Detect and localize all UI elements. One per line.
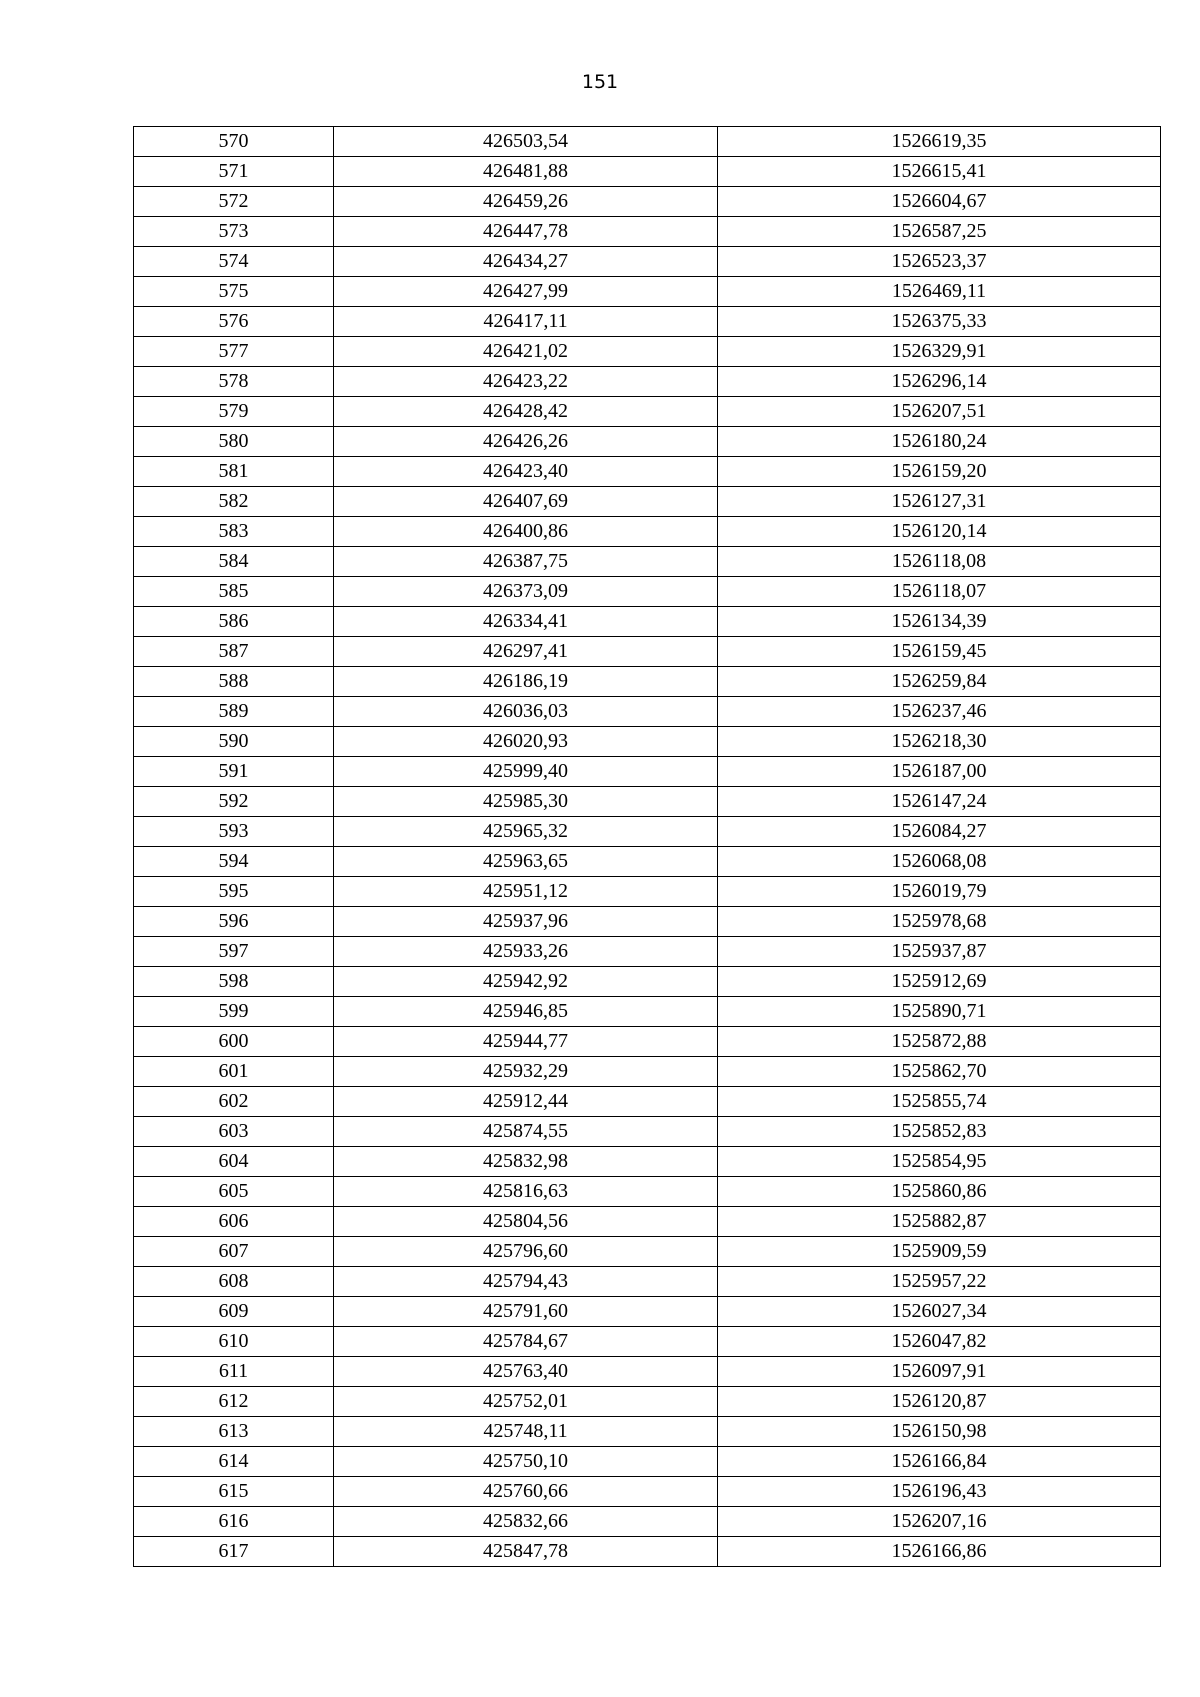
x-coordinate-cell: 426481,88 [334, 157, 718, 187]
point-number-cell: 590 [134, 727, 334, 757]
point-number-cell: 602 [134, 1087, 334, 1117]
x-coordinate-cell: 425750,10 [334, 1447, 718, 1477]
point-number-cell: 600 [134, 1027, 334, 1057]
point-number-cell: 609 [134, 1297, 334, 1327]
x-coordinate-cell: 425942,92 [334, 967, 718, 997]
point-number-cell: 599 [134, 997, 334, 1027]
y-coordinate-cell: 1526615,41 [718, 157, 1161, 187]
y-coordinate-cell: 1525937,87 [718, 937, 1161, 967]
table-row [134, 727, 1161, 757]
point-number-cell: 601 [134, 1057, 334, 1087]
x-coordinate-cell: 425804,56 [334, 1207, 718, 1237]
table-row [134, 1057, 1161, 1087]
point-number-cell: 595 [134, 877, 334, 907]
x-coordinate-cell: 425985,30 [334, 787, 718, 817]
x-coordinate-cell: 426426,26 [334, 427, 718, 457]
y-coordinate-cell: 1526523,37 [718, 247, 1161, 277]
x-coordinate-cell: 425937,96 [334, 907, 718, 937]
coordinates-table-body [134, 127, 1161, 1567]
point-number-cell: 617 [134, 1537, 334, 1567]
table-row [134, 817, 1161, 847]
table-row [134, 667, 1161, 697]
table-row [134, 367, 1161, 397]
x-coordinate-cell: 425791,60 [334, 1297, 718, 1327]
y-coordinate-cell: 1526296,14 [718, 367, 1161, 397]
table-row [134, 517, 1161, 547]
point-number-cell: 573 [134, 217, 334, 247]
table-row [134, 487, 1161, 517]
x-coordinate-cell: 425752,01 [334, 1387, 718, 1417]
x-coordinate-cell: 425832,98 [334, 1147, 718, 1177]
x-coordinate-cell: 426503,54 [334, 127, 718, 157]
y-coordinate-cell: 1526118,07 [718, 577, 1161, 607]
y-coordinate-cell: 1526019,79 [718, 877, 1161, 907]
point-number-cell: 579 [134, 397, 334, 427]
x-coordinate-cell: 426373,09 [334, 577, 718, 607]
x-coordinate-cell: 426447,78 [334, 217, 718, 247]
x-coordinate-cell: 426459,26 [334, 187, 718, 217]
table-row [134, 127, 1161, 157]
y-coordinate-cell: 1525860,86 [718, 1177, 1161, 1207]
x-coordinate-cell: 426428,42 [334, 397, 718, 427]
point-number-cell: 574 [134, 247, 334, 277]
point-number-cell: 586 [134, 607, 334, 637]
point-number-cell: 605 [134, 1177, 334, 1207]
x-coordinate-cell: 426387,75 [334, 547, 718, 577]
y-coordinate-cell: 1525978,68 [718, 907, 1161, 937]
point-number-cell: 611 [134, 1357, 334, 1387]
table-row [134, 877, 1161, 907]
point-number-cell: 572 [134, 187, 334, 217]
point-number-cell: 591 [134, 757, 334, 787]
y-coordinate-cell: 1526150,98 [718, 1417, 1161, 1447]
table-row [134, 247, 1161, 277]
y-coordinate-cell: 1526166,84 [718, 1447, 1161, 1477]
y-coordinate-cell: 1526147,24 [718, 787, 1161, 817]
y-coordinate-cell: 1526134,39 [718, 607, 1161, 637]
table-row [134, 1147, 1161, 1177]
x-coordinate-cell: 425763,40 [334, 1357, 718, 1387]
table-row [134, 217, 1161, 247]
y-coordinate-cell: 1526375,33 [718, 307, 1161, 337]
point-number-cell: 588 [134, 667, 334, 697]
point-number-cell: 575 [134, 277, 334, 307]
y-coordinate-cell: 1525854,95 [718, 1147, 1161, 1177]
y-coordinate-cell: 1526180,24 [718, 427, 1161, 457]
y-coordinate-cell: 1526196,43 [718, 1477, 1161, 1507]
point-number-cell: 577 [134, 337, 334, 367]
table-row [134, 307, 1161, 337]
x-coordinate-cell: 426400,86 [334, 517, 718, 547]
x-coordinate-cell: 425847,78 [334, 1537, 718, 1567]
x-coordinate-cell: 426434,27 [334, 247, 718, 277]
table-row [134, 907, 1161, 937]
x-coordinate-cell: 426186,19 [334, 667, 718, 697]
x-coordinate-cell: 425932,29 [334, 1057, 718, 1087]
x-coordinate-cell: 425933,26 [334, 937, 718, 967]
point-number-cell: 578 [134, 367, 334, 397]
table-row [134, 1387, 1161, 1417]
x-coordinate-cell: 425912,44 [334, 1087, 718, 1117]
x-coordinate-cell: 425748,11 [334, 1417, 718, 1447]
x-coordinate-cell: 426427,99 [334, 277, 718, 307]
table-row [134, 1237, 1161, 1267]
y-coordinate-cell: 1525852,83 [718, 1117, 1161, 1147]
table-row [134, 1177, 1161, 1207]
y-coordinate-cell: 1525872,88 [718, 1027, 1161, 1057]
point-number-cell: 603 [134, 1117, 334, 1147]
x-coordinate-cell: 425874,55 [334, 1117, 718, 1147]
y-coordinate-cell: 1525890,71 [718, 997, 1161, 1027]
y-coordinate-cell: 1526207,16 [718, 1507, 1161, 1537]
x-coordinate-cell: 426423,22 [334, 367, 718, 397]
y-coordinate-cell: 1526120,87 [718, 1387, 1161, 1417]
table-row [134, 1297, 1161, 1327]
point-number-cell: 589 [134, 697, 334, 727]
y-coordinate-cell: 1526166,86 [718, 1537, 1161, 1567]
point-number-cell: 594 [134, 847, 334, 877]
y-coordinate-cell: 1526619,35 [718, 127, 1161, 157]
table-row [134, 1507, 1161, 1537]
table-row [134, 607, 1161, 637]
x-coordinate-cell: 426297,41 [334, 637, 718, 667]
point-number-cell: 580 [134, 427, 334, 457]
x-coordinate-cell: 426407,69 [334, 487, 718, 517]
x-coordinate-cell: 426036,03 [334, 697, 718, 727]
table-row [134, 427, 1161, 457]
y-coordinate-cell: 1526259,84 [718, 667, 1161, 697]
x-coordinate-cell: 425946,85 [334, 997, 718, 1027]
point-number-cell: 610 [134, 1327, 334, 1357]
table-row [134, 187, 1161, 217]
y-coordinate-cell: 1526587,25 [718, 217, 1161, 247]
table-row [134, 1477, 1161, 1507]
table-row [134, 577, 1161, 607]
table-row [134, 337, 1161, 367]
point-number-cell: 614 [134, 1447, 334, 1477]
table-row [134, 277, 1161, 307]
point-number-cell: 612 [134, 1387, 334, 1417]
table-row [134, 1417, 1161, 1447]
point-number-cell: 584 [134, 547, 334, 577]
table-row [134, 997, 1161, 1027]
y-coordinate-cell: 1526118,08 [718, 547, 1161, 577]
x-coordinate-cell: 425944,77 [334, 1027, 718, 1057]
x-coordinate-cell: 426423,40 [334, 457, 718, 487]
table-row [134, 637, 1161, 667]
y-coordinate-cell: 1525909,59 [718, 1237, 1161, 1267]
y-coordinate-cell: 1526120,14 [718, 517, 1161, 547]
x-coordinate-cell: 426421,02 [334, 337, 718, 367]
table-row [134, 757, 1161, 787]
x-coordinate-cell: 425816,63 [334, 1177, 718, 1207]
table-row [134, 787, 1161, 817]
point-number-cell: 608 [134, 1267, 334, 1297]
table-row [134, 1537, 1161, 1567]
x-coordinate-cell: 425760,66 [334, 1477, 718, 1507]
x-coordinate-cell: 425832,66 [334, 1507, 718, 1537]
table-row [134, 1087, 1161, 1117]
y-coordinate-cell: 1526127,31 [718, 487, 1161, 517]
point-number-cell: 576 [134, 307, 334, 337]
point-number-cell: 615 [134, 1477, 334, 1507]
y-coordinate-cell: 1525882,87 [718, 1207, 1161, 1237]
x-coordinate-cell: 425963,65 [334, 847, 718, 877]
y-coordinate-cell: 1526237,46 [718, 697, 1161, 727]
y-coordinate-cell: 1526027,34 [718, 1297, 1161, 1327]
table-row [134, 847, 1161, 877]
table-row [134, 397, 1161, 427]
coordinates-table [133, 126, 1161, 1567]
point-number-cell: 604 [134, 1147, 334, 1177]
y-coordinate-cell: 1526469,11 [718, 277, 1161, 307]
point-number-cell: 607 [134, 1237, 334, 1267]
point-number-cell: 571 [134, 157, 334, 187]
table-row [134, 697, 1161, 727]
point-number-cell: 596 [134, 907, 334, 937]
x-coordinate-cell: 425965,32 [334, 817, 718, 847]
table-row [134, 457, 1161, 487]
x-coordinate-cell: 425796,60 [334, 1237, 718, 1267]
point-number-cell: 581 [134, 457, 334, 487]
point-number-cell: 616 [134, 1507, 334, 1537]
y-coordinate-cell: 1526207,51 [718, 397, 1161, 427]
y-coordinate-cell: 1526159,20 [718, 457, 1161, 487]
x-coordinate-cell: 426334,41 [334, 607, 718, 637]
point-number-cell: 613 [134, 1417, 334, 1447]
x-coordinate-cell: 426020,93 [334, 727, 718, 757]
table-row [134, 937, 1161, 967]
y-coordinate-cell: 1526159,45 [718, 637, 1161, 667]
point-number-cell: 606 [134, 1207, 334, 1237]
table-row [134, 1027, 1161, 1057]
y-coordinate-cell: 1526097,91 [718, 1357, 1161, 1387]
y-coordinate-cell: 1526604,67 [718, 187, 1161, 217]
point-number-cell: 585 [134, 577, 334, 607]
point-number-cell: 583 [134, 517, 334, 547]
table-row [134, 1117, 1161, 1147]
y-coordinate-cell: 1525957,22 [718, 1267, 1161, 1297]
y-coordinate-cell: 1526047,82 [718, 1327, 1161, 1357]
point-number-cell: 570 [134, 127, 334, 157]
x-coordinate-cell: 425784,67 [334, 1327, 718, 1357]
table-row [134, 967, 1161, 997]
y-coordinate-cell: 1526187,00 [718, 757, 1161, 787]
point-number-cell: 587 [134, 637, 334, 667]
point-number-cell: 597 [134, 937, 334, 967]
point-number-cell: 592 [134, 787, 334, 817]
x-coordinate-cell: 425999,40 [334, 757, 718, 787]
table-row [134, 547, 1161, 577]
x-coordinate-cell: 425794,43 [334, 1267, 718, 1297]
table-row [134, 1327, 1161, 1357]
point-number-cell: 598 [134, 967, 334, 997]
table-row [134, 1267, 1161, 1297]
y-coordinate-cell: 1526068,08 [718, 847, 1161, 877]
y-coordinate-cell: 1526329,91 [718, 337, 1161, 367]
page-number: 151 [581, 71, 619, 93]
point-number-cell: 593 [134, 817, 334, 847]
point-number-cell: 582 [134, 487, 334, 517]
table-row [134, 157, 1161, 187]
y-coordinate-cell: 1525862,70 [718, 1057, 1161, 1087]
table-row [134, 1207, 1161, 1237]
y-coordinate-cell: 1525855,74 [718, 1087, 1161, 1117]
x-coordinate-cell: 425951,12 [334, 877, 718, 907]
table-row [134, 1357, 1161, 1387]
y-coordinate-cell: 1526084,27 [718, 817, 1161, 847]
x-coordinate-cell: 426417,11 [334, 307, 718, 337]
y-coordinate-cell: 1526218,30 [718, 727, 1161, 757]
table-row [134, 1447, 1161, 1477]
y-coordinate-cell: 1525912,69 [718, 967, 1161, 997]
